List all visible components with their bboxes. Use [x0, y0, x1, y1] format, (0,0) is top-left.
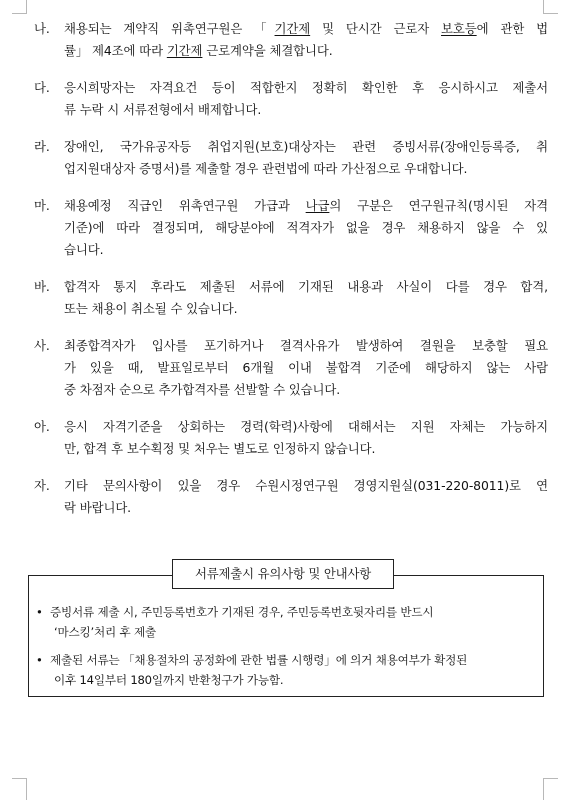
item-line: 응시희망자는 자격요건 등이 적합한지 정확히 확인한 후 응시하시고 제출서	[64, 80, 548, 95]
item-line: 기타 문의사항이 있을 경우 수원시정연구원 경영지원실(031-220-8011)로 연	[64, 478, 548, 493]
item-marker: 바.	[34, 279, 50, 294]
item-line: 채용되는 계약직 위촉연구원은 「기간제 및 단시간 근로자 보호등에 관한 법	[64, 21, 549, 36]
bullet-dot-icon: •	[36, 653, 43, 667]
item-line: 중 차점자 순으로 추가합격자를 선발할 수 있습니다.	[64, 382, 341, 397]
item-line: 합격자 통지 후라도 제출된 서류에 기재된 내용과 사실이 다를 경우 합격,	[64, 279, 548, 294]
bullet-line: ‘마스킹’처리 후 제출	[54, 625, 156, 639]
item-line: 률」 제4조에 따라 기간제 근로계약을 체결합니다.	[64, 43, 333, 58]
item-marker: 아.	[34, 419, 50, 434]
crop-mark-top-right-vertical	[543, 0, 544, 14]
item-line: 만, 합격 후 보수획정 및 처우는 별도로 인정하지 않습니다.	[64, 441, 376, 456]
item-marker: 나.	[34, 21, 50, 36]
crop-mark-top-left-vertical	[26, 0, 27, 14]
item-line: 응시 자격기준을 상회하는 경력(학력)사항에 대해서는 지원 자체는 가능하지	[64, 419, 548, 434]
list-item	[34, 335, 548, 401]
item-line: 락 바랍니다.	[64, 500, 132, 515]
list-item	[34, 416, 548, 460]
notice-box-title: 서류제출시 유의사항 및 안내사항	[172, 559, 394, 589]
list-item	[34, 195, 548, 261]
crop-mark-bottom-right-vertical	[543, 778, 544, 800]
item-marker: 다.	[34, 80, 50, 95]
item-line: 채용예정 직급인 위촉연구원 가급과 나급의 구분은 연구원규칙(명시된 자격	[64, 198, 548, 213]
crop-mark-top-left-horizontal	[12, 13, 27, 14]
crop-mark-bottom-left-horizontal	[12, 778, 27, 779]
bullet-line: 이후 14일부터 180일까지 반환청구가 가능함.	[54, 673, 284, 687]
item-line: 가 있을 때, 발표일로부터 6개월 이내 불합격 기준에 해당하지 않는 사람	[64, 360, 548, 375]
item-line: 류 누락 시 서류전형에서 배제합니다.	[64, 102, 262, 117]
item-line: 장애인, 국가유공자등 취업지원(보호)대상자는 관련 증빙서류(장애인등록증, 취	[64, 139, 548, 154]
item-marker: 자.	[34, 478, 50, 493]
list-item	[34, 18, 548, 62]
list-item	[34, 475, 548, 519]
notice-bullet	[36, 650, 526, 690]
item-line: 습니다.	[64, 242, 104, 257]
crop-mark-bottom-left-vertical	[26, 778, 27, 800]
list-item	[34, 77, 548, 121]
list-item	[34, 276, 548, 320]
crop-mark-bottom-right-horizontal	[543, 778, 558, 779]
item-line: 업지원대상자 증명서)를 제출할 경우 관련법에 따라 가산점으로 우대합니다.	[64, 161, 468, 176]
bullet-dot-icon: •	[36, 605, 43, 619]
item-line: 최종합격자가 입사를 포기하거나 결격사유가 발생하여 결원을 보충할 필요	[64, 338, 548, 353]
item-marker: 라.	[34, 139, 50, 154]
item-marker: 마.	[34, 198, 50, 213]
notice-item-list	[34, 18, 548, 519]
item-marker: 사.	[34, 338, 50, 353]
crop-mark-top-right-horizontal	[543, 13, 558, 14]
list-item	[34, 136, 548, 180]
item-line: 또는 채용이 취소될 수 있습니다.	[64, 301, 238, 316]
item-line: 기준)에 따라 결정되며, 해당분야에 적격자가 없을 경우 채용하지 않을 수 있	[64, 220, 548, 235]
bullet-line: 증빙서류 제출 시, 주민등록번호가 기재된 경우, 주민등록번호뒷자리를 반드시	[50, 605, 434, 619]
bullet-line: 제출된 서류는 「채용절차의 공정화에 관한 법률 시행령」에 의거 채용여부가 확정된	[50, 653, 468, 667]
notice-bullet	[36, 602, 526, 642]
